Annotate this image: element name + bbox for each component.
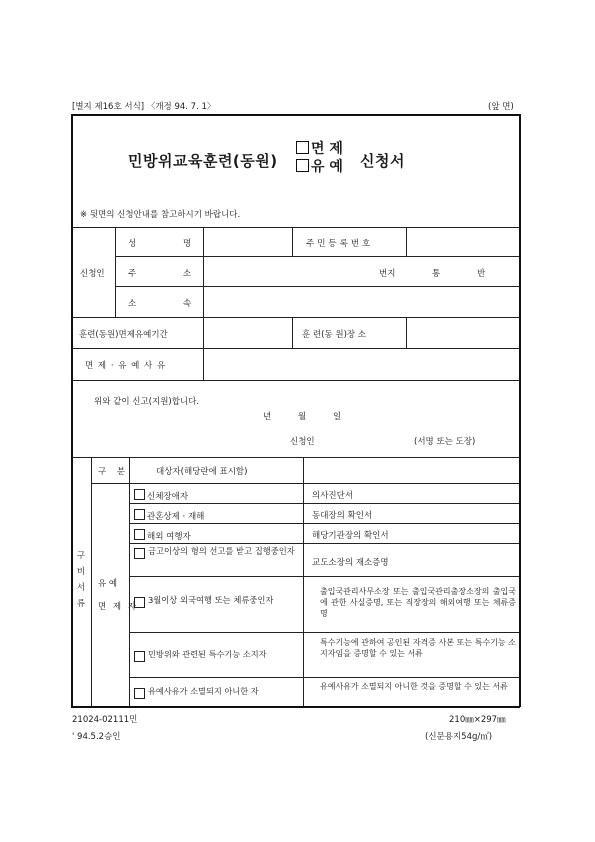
row-1-target-label: 신체장애자 [147,492,189,502]
checkbox-postponement[interactable] [296,159,309,172]
date-day: 일 [333,412,342,422]
form-number: [별지 제16호 서식] 〈개정 94. 7. 1〉 [72,102,216,112]
title-options [296,140,343,176]
doc-row-6-proof: 특수기능에 관하여 공인된 자격증 사본 또는 특수기능 소지자임을 증명할 수 있는 서류 [320,638,516,658]
id-number-field[interactable] [408,229,516,254]
vline-applicant [115,227,116,317]
col-target: 대상자(해당란에 표시함) [156,467,248,477]
doc-rule-3 [129,543,519,544]
vline-doc-proof [303,457,304,706]
vline-place-right [406,317,407,348]
rule-6 [71,380,520,381]
rule-5 [71,348,520,349]
title-suffix: 신청서 [360,152,405,170]
group-label-postpone: 유 예 [98,579,118,589]
vline-doc-side [91,457,92,706]
group-label-exempt: 면 제 자 [98,602,139,612]
doc-row-4-proof: 교도소장의 재소증명 [312,558,389,568]
vline-doc-target [129,457,130,483]
doc-row-3-proof: 해당기관장의 확인서 [312,531,389,541]
declaration-statement: 위와 같이 신고(지원)합니다. [94,397,200,407]
frame-right [519,114,521,707]
row-2-target-label: 관혼상제 · 재해 [147,512,205,522]
doc-rule-2 [129,523,519,524]
period-field[interactable] [205,319,290,346]
checkbox-row-5[interactable] [134,597,145,608]
doc-rule-5 [129,632,519,633]
address-tong: 통 [432,269,441,279]
title-option-exemption [296,140,343,158]
doc-side-char-3: 서 [76,583,86,593]
address-beonji: 번지 [379,269,396,279]
notice: ※ 뒷면의 신청안내를 참고하시기 바랍니다. [80,210,241,220]
reason-label: 면 제 · 유 예 사 유 [85,361,167,371]
rule-7 [71,457,520,458]
doc-side-char-2: 비 [76,567,86,577]
frame-bottom [71,706,520,708]
date-month: 월 [298,412,307,422]
signature-field[interactable] [330,430,405,446]
frame-top [71,114,520,116]
postponement-label: 유 예 [311,159,343,175]
checkbox-row-1[interactable] [134,489,145,500]
col-category: 구 분 [98,467,130,477]
title-option-postponement [296,158,343,176]
rule-1 [71,227,520,228]
address-field[interactable] [205,258,375,284]
doc-row-6-target: 민방위와 관련된 특수기능 소지자 [148,649,267,659]
doc-row-2-proof: 동대장의 확인서 [312,511,373,521]
doc-rule-1 [129,503,519,504]
place-label: 훈 련(동 원)장 소 [302,330,367,340]
rule-3 [115,286,519,287]
rule-4 [71,317,520,318]
place-field[interactable] [408,319,516,346]
row-3-target-label: 해외 여행자 [147,532,191,542]
address-ban: 반 [477,269,486,279]
doc-row-4-target: 금고이상의 형의 선고를 받고 집행중인자 [148,546,295,556]
signer-label: 신청인 [290,437,315,447]
doc-row-5-target: 3월이상 외국여행 또는 체류중인자 [148,595,274,605]
reason-field[interactable] [205,350,517,378]
vline-place-left [292,317,293,348]
vline-doc-group [129,483,130,706]
doc-rule-4 [129,576,519,577]
form-title: 민방위교육훈련(동원) [128,152,278,170]
name-field[interactable] [205,229,290,254]
doc-row-7-target: 유예사유가 소멸되지 아니한 자 [148,686,259,696]
doc-row-5-proof: 출입국관리사무소장 또는 출입국관리출장소장의 출입국에 관한 사실증명, 또는 직장장의 해외여행 또는 체류증명 [320,587,516,618]
doc-rule-6 [129,677,519,678]
doc-row-1-target [134,489,188,502]
doc-side-label [75,548,87,612]
page-side: (앞 면) [488,102,514,112]
period-label: 훈련(동원)면제유예기간 [79,330,168,340]
affiliation-field[interactable] [205,288,517,315]
doc-row-3-target [134,529,191,542]
doc-side-char-1: 구 [76,551,86,561]
vline-reason [203,348,204,380]
name-label: 성 명 [128,239,214,249]
affiliation-label: 소 속 [128,299,214,309]
vline-period [203,317,204,348]
checkbox-row-2[interactable] [134,509,145,520]
checkbox-row-4[interactable] [134,548,145,559]
sign-or-stamp: (서명 또는 도장) [414,437,476,447]
applicant-section-label: 신청인 [80,269,105,279]
footer-approval: ' 94.5.2승인 [72,732,121,742]
vline-id-right [406,227,407,256]
footer-paper: (신문용지54g/㎡) [425,732,493,742]
footer-size: 210㎜×297㎜ [449,715,506,725]
checkbox-row-3[interactable] [134,529,145,540]
vline-id-left [292,227,293,256]
id-number-label: 주민등록번호 [306,239,374,249]
date-year: 년 [263,412,272,422]
frame-left [71,114,73,707]
doc-row-2-target [134,509,204,522]
rule-2 [115,256,519,257]
address-label: 주 소 [128,269,214,279]
doc-side-char-4: 류 [76,599,86,609]
exemption-label: 면 제 [311,141,343,157]
doc-row-1-proof: 의사진단서 [312,491,354,501]
footer-code: 21024-02111민 [72,715,138,725]
doc-rule-header [91,483,519,484]
checkbox-row-7[interactable] [134,688,145,699]
checkbox-row-6[interactable] [134,651,145,662]
checkbox-exemption[interactable] [296,141,309,154]
doc-row-7-proof: 유예사유가 소멸되지 아니한 것을 증명할 수 있는 서류 [320,682,508,691]
